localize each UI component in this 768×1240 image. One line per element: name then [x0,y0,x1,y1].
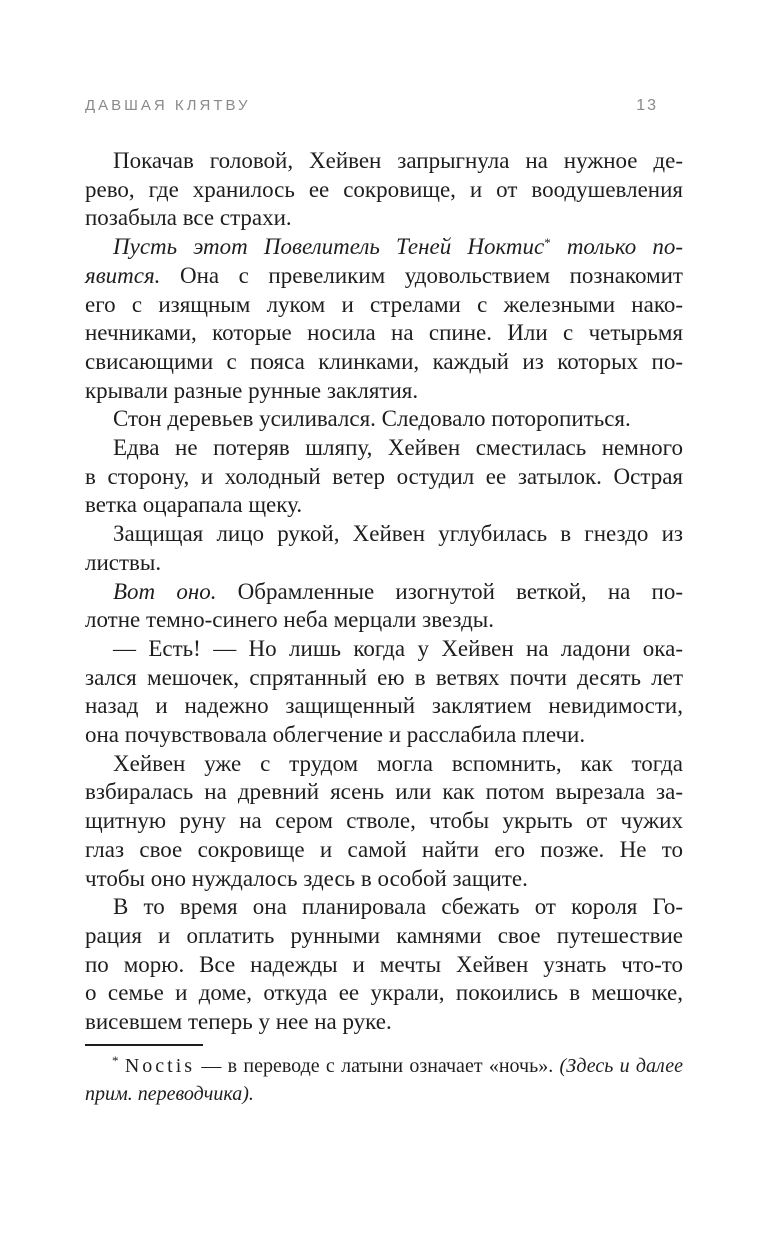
text-line [85,319,683,348]
text-segment: В то время она планировала сбежать от короля Го- [113,894,683,920]
text-line [85,549,683,578]
paragraph [85,434,683,520]
text-segment: Хейвен уже с трудом могла вспомнить, как тогда [113,750,683,776]
text-line [85,692,683,721]
text-segment: висевшем теперь у нее на руке. [85,1009,392,1035]
footnote-text [85,1052,683,1108]
paragraph [85,233,683,405]
text-segment: (Здесь и далее [559,1054,684,1077]
text-block [85,147,683,1108]
text-line [85,405,683,434]
text-segment: Защищая лицо рукой, Хейвен углубилась в гнездо из [113,521,683,547]
text-segment: Покачав головой, Хейвен запрыгнула на нужное де- [113,148,683,173]
text-line [85,434,683,463]
text-line [85,1080,683,1108]
text-line [85,262,683,291]
text-segment: прим. переводчика). [85,1082,254,1105]
text-line [85,1008,683,1037]
text-line [85,491,683,520]
body-paragraphs [85,147,683,1037]
text-segment: по морю. Все надежды и мечты Хейвен узнать что-то [85,951,683,977]
text-line [85,951,683,980]
text-segment: зался мешочек, спрятанный ею в ветвях почти десять лет [85,664,683,690]
text-segment: назад и надежно защищенный заклятием невидимости, [85,693,683,719]
text-segment: Обрамленные изогнутой веткой, на по- [216,578,683,604]
footnote [85,1044,683,1108]
text-segment: нечниками, которые носила на спине. Или с четырьмя [85,320,683,346]
text-line [85,979,683,1008]
text-line [85,635,683,664]
text-segment: явится. [85,262,161,288]
text-segment: — в переводе с латыни означает «ночь». [195,1054,560,1077]
text-segment: листвы. [85,549,162,575]
text-line [85,377,683,406]
text-line [85,176,683,205]
text-line [85,807,683,836]
text-segment: Вот оно. [113,578,217,604]
paragraph [85,405,683,434]
paragraph [85,750,683,894]
text-segment: глаз свое сокровище и самой найти его позже. Не то [85,836,683,862]
paragraph [85,520,683,577]
text-segment: Едва не потеряв шляпу, Хейвен сместилась немного [113,435,683,461]
text-line [85,578,683,607]
text-line [85,204,683,233]
text-segment: свисающими с пояса клинками, каждый из которых по- [85,348,683,374]
footnote-rule [85,1044,203,1046]
text-segment: чтобы оно нуждалось здесь в особой защите. [85,865,528,891]
text-line [85,147,683,176]
paragraph [85,578,683,635]
text-line [85,233,683,262]
text-segment: Noctis [124,1054,196,1077]
footnote-marker: * [544,235,551,251]
text-line [85,664,683,693]
text-segment: рация и оплатить рунными камнями свое путешествие [85,922,683,948]
text-line [85,922,683,951]
text-segment: щитную руну на сером стволе, чтобы укрыть от чужих [85,808,683,834]
text-segment: Стон деревьев усиливался. Следовало поторопиться. [113,406,631,432]
text-line [85,463,683,492]
text-segment: Пусть этот Повелитель Теней Ноктис [113,234,545,260]
text-segment: о семье и доме, откуда ее украли, покоились в мешочке, [85,980,683,1006]
text-segment: позабыла все страхи. [85,205,292,231]
text-segment: его с изящным луком и стрелами с железными нако- [85,291,683,317]
text-segment: крывали разные рунные заклятия. [85,377,419,403]
text-segment: взбиралась на древний ясень или как потом вырезала за- [85,779,683,805]
text-line [85,520,683,549]
paragraph [85,893,683,1037]
text-segment: лотне темно-синего неба мерцали звезды. [85,607,494,633]
running-title: ДАВШАЯ КЛЯТВУ [85,97,251,114]
text-segment: рево, где хранилось ее сокровище, и от воодушевления [85,176,683,202]
paragraph [85,635,683,750]
text-line [85,865,683,894]
text-line [85,750,683,779]
text-line [85,348,683,377]
text-line [85,836,683,865]
page-number: 13 [636,97,658,114]
paragraph [85,147,683,233]
footnote-marker: * [112,1052,119,1068]
text-segment: в сторону, и холодный ветер остудил ее затылок. Острая [85,463,683,489]
text-line [85,606,683,635]
text-line [85,893,683,922]
text-line [85,721,683,750]
text-segment: только по- [550,234,683,260]
text-line [85,291,683,320]
text-segment: она почувствовала облегчение и расслабила плечи. [85,722,586,748]
text-segment: — Есть! — Но лишь когда у Хейвен на ладони ока- [113,635,683,661]
running-header [85,97,683,115]
text-segment: Она с превеликим удовольствием познакомит [160,262,683,288]
text-line [85,778,683,807]
text-line [85,1052,683,1080]
text-segment: ветка оцарапала щеку. [85,492,303,518]
